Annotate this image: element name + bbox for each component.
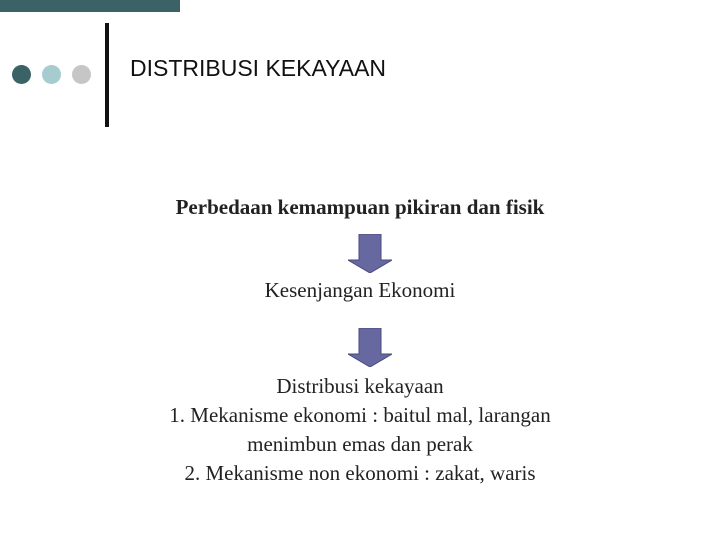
solution-line-3: 2. Mekanisme non ekonomi : zakat, waris: [184, 461, 536, 485]
page-title: DISTRIBUSI KEKAYAAN: [130, 55, 387, 81]
solution-line-1: 1. Mekanisme ekonomi : baitul mal, larangan: [169, 403, 551, 427]
bullet-dot-dark: [12, 65, 31, 84]
bullet-dot-gray: [72, 65, 91, 84]
cause-text: Perbedaan kemampuan pikiran dan fisik: [175, 195, 545, 219]
down-arrow-icon: [348, 234, 392, 273]
down-arrow-icon: [348, 328, 392, 367]
solution-line-2: menimbun emas dan perak: [247, 432, 473, 456]
solution-heading: Distribusi kekayaan: [276, 374, 444, 398]
bullet-dot-light: [42, 65, 61, 84]
solution-block: [0, 372, 720, 488]
top-accent-bar: [0, 0, 180, 12]
effect-text: Kesenjangan Ekonomi: [264, 278, 456, 302]
title-divider: [105, 23, 109, 127]
